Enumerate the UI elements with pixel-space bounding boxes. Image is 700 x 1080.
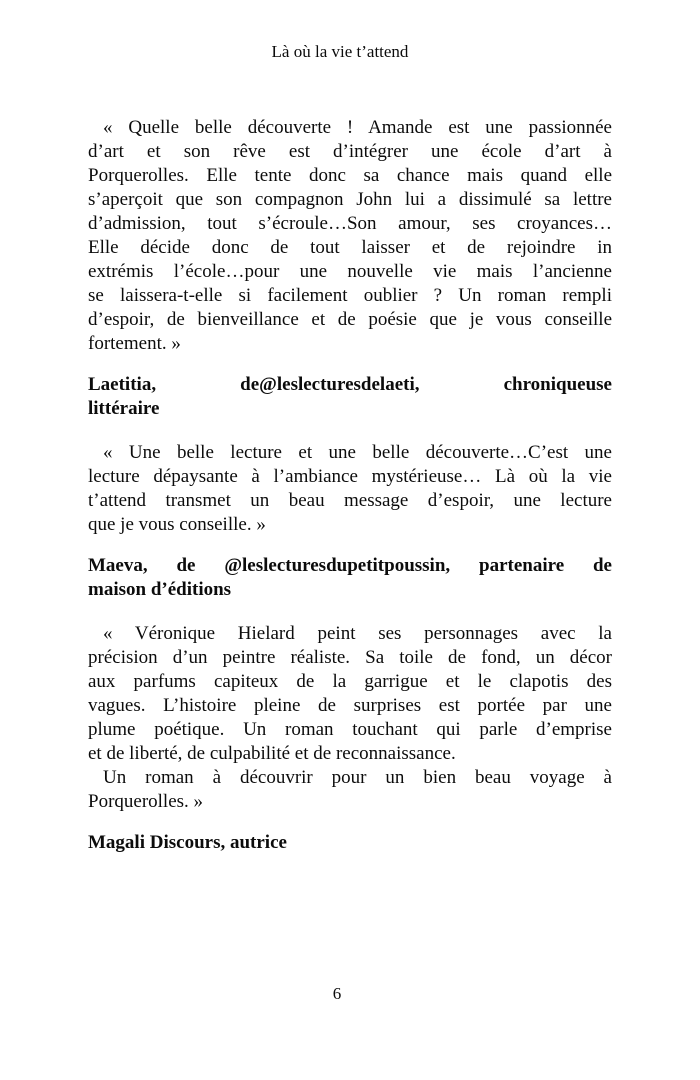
text-line: lecture dépaysante à l’ambiance mystérieuse… Là où la vie xyxy=(88,466,612,487)
text-line: Maeva, de @leslecturesdupetitpoussin, partenaire de xyxy=(88,555,612,576)
text-line: Elle décide donc de tout laisser et de rejoindre in xyxy=(88,237,612,258)
text-line: fortement. » xyxy=(88,333,181,354)
text-line: et de liberté, de culpabilité et de reconnaissance. xyxy=(88,743,456,764)
text-line: d’admission, tout s’écroule…Son amour, ses croyances… xyxy=(88,213,612,234)
running-header-title: Là où la vie t’attend xyxy=(271,42,409,61)
text-line: t’attend transmet un beau message d’espoir, une lecture xyxy=(88,490,612,511)
text-line: extrémis l’école…pour une nouvelle vie mais l’ancienne xyxy=(88,261,612,282)
text-line: Porquerolles. Elle tente donc sa chance mais quand elle xyxy=(88,165,612,186)
text-line: d’art et son rêve est d’intégrer une école d’art à xyxy=(88,141,612,162)
text-line: littéraire xyxy=(88,398,160,419)
review-paragraph-magali-1 xyxy=(88,622,612,766)
text-line: « Quelle belle découverte ! Amande est une passionnée xyxy=(103,117,612,138)
text-line: vagues. L’histoire pleine de surprises est portée par une xyxy=(88,695,612,716)
text-line: s’aperçoit que son compagnon John lui a dissimulé sa lettre xyxy=(88,189,612,210)
text-line: Laetitia, de@leslecturesdelaeti, chroniqueuse xyxy=(88,374,612,395)
text-line: « Véronique Hielard peint ses personnages avec la xyxy=(103,623,612,644)
text-line: se laissera-t-elle si facilement oublier ? Un roman rempli xyxy=(88,285,612,306)
review-paragraph-magali-2 xyxy=(88,766,612,814)
text-line: précision d’un peintre réaliste. Sa toile de fond, un décor xyxy=(88,647,612,668)
attribution-magali xyxy=(88,831,612,855)
text-line: Un roman à découvrir pour un bien beau voyage à xyxy=(103,767,612,788)
text-line: aux parfums capiteux de la garrigue et le clapotis des xyxy=(88,671,612,692)
text-line: d’espoir, de bienveillance et de poésie que je vous conseille xyxy=(88,309,612,330)
page-text-body xyxy=(88,116,612,875)
text-line: maison d’éditions xyxy=(88,579,232,600)
page-number: 6 xyxy=(332,984,342,1003)
text-line: que je vous conseille. » xyxy=(88,514,266,535)
review-paragraph-laetitia xyxy=(88,116,612,356)
text-line: plume poétique. Un roman touchant qui parle d’emprise xyxy=(88,719,612,740)
text-line: Porquerolles. » xyxy=(88,791,204,812)
text-line: Magali Discours, autrice xyxy=(88,832,287,853)
text-line: « Une belle lecture et une belle découverte…C’est une xyxy=(103,442,612,463)
attribution-maeva xyxy=(88,554,612,602)
review-paragraph-maeva xyxy=(88,441,612,537)
attribution-laetitia xyxy=(88,373,612,421)
